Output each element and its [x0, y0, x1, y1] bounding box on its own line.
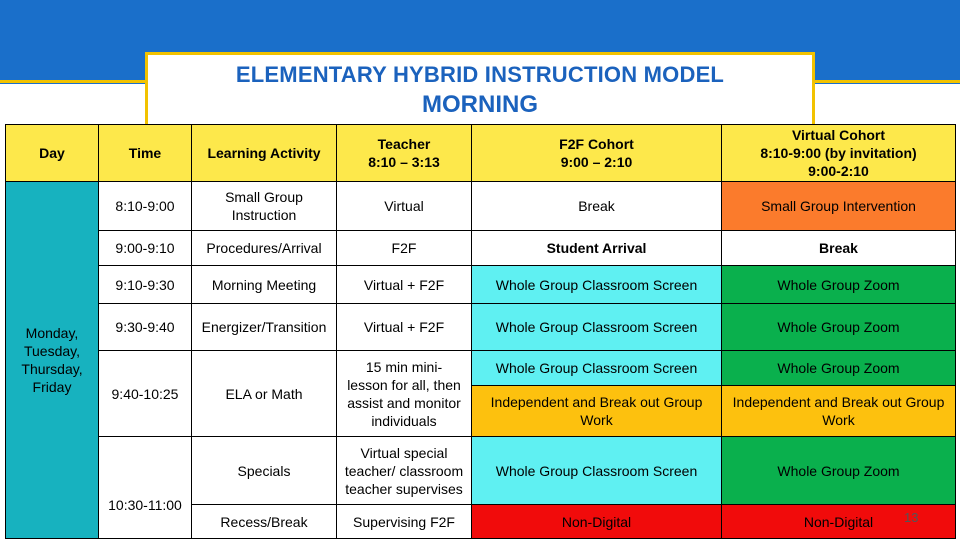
teacher-cell: Virtual + F2F [337, 266, 472, 304]
table-row [6, 437, 956, 505]
f2f-cell: Break [472, 182, 722, 231]
virtual-cell: Small Group Intervention [722, 182, 956, 231]
f2f-cell: Whole Group Classroom Screen [472, 351, 722, 386]
header-row [6, 125, 956, 182]
teacher-cell: F2F [337, 231, 472, 266]
f2f-cell: Whole Group Classroom Screen [472, 266, 722, 304]
header-f2f-title: F2F Cohort [559, 136, 634, 152]
teacher-cell: Virtual [337, 182, 472, 231]
slide-subtitle: MORNING [422, 91, 538, 118]
virtual-cell: Break [722, 231, 956, 266]
virtual-cell: Whole Group Zoom [722, 266, 956, 304]
days-cell [6, 182, 99, 539]
day-friday: Friday [32, 379, 72, 395]
header-teacher-title: Teacher [377, 136, 431, 152]
teacher-cell: Virtual + F2F [337, 304, 472, 351]
teacher-cell: 15 min mini-lesson for all, then assist and monitor individuals [337, 351, 472, 437]
f2f-cell: Whole Group Classroom Screen [472, 304, 722, 351]
header-virtual-cohort [722, 125, 956, 182]
activity-cell: Energizer/Transition [192, 304, 337, 351]
time-cell: 10:30-11:00 [99, 437, 192, 539]
f2f-cell: Whole Group Classroom Screen [472, 437, 722, 505]
activity-cell: Recess/Break [192, 505, 337, 539]
virtual-cell: Non-Digital [722, 505, 956, 539]
teacher-cell: Virtual special teacher/ classroom teacher supervises [337, 437, 472, 505]
slide-title: ELEMENTARY HYBRID INSTRUCTION MODEL [235, 62, 725, 87]
header-virtual-hours-1: 8:10-9:00 (by invitation) [760, 145, 917, 161]
header-f2f-cohort [472, 125, 722, 182]
header-f2f-hours: 9:00 – 2:10 [560, 154, 633, 170]
activity-cell: Morning Meeting [192, 266, 337, 304]
time-cell: 9:00-9:10 [99, 231, 192, 266]
table-row [6, 182, 956, 231]
header-virtual-title: Virtual Cohort [791, 127, 886, 143]
virtual-cell: Whole Group Zoom [722, 437, 956, 505]
header-teacher [337, 125, 472, 182]
table-row [6, 231, 956, 266]
header-virtual-hours-2: 9:00-2:10 [808, 163, 869, 179]
virtual-cell: Whole Group Zoom [722, 304, 956, 351]
header-teacher-hours: 8:10 – 3:13 [368, 154, 440, 170]
teacher-cell: Supervising F2F [337, 505, 472, 539]
table-row [6, 304, 956, 351]
time-cell: 9:30-9:40 [99, 304, 192, 351]
table-row [6, 351, 956, 386]
time-cell: 8:10-9:00 [99, 182, 192, 231]
activity-cell: Specials [192, 437, 337, 505]
time-cell: 9:40-10:25 [99, 351, 192, 437]
day-thursday: Thursday, [21, 361, 83, 377]
day-monday: Monday, [25, 325, 79, 341]
page-number: 13 [904, 510, 919, 525]
f2f-cell: Student Arrival [472, 231, 722, 266]
schedule-table [5, 124, 956, 539]
activity-cell: ELA or Math [192, 351, 337, 437]
header-day: Day [6, 125, 99, 182]
header-activity: Learning Activity [192, 125, 337, 182]
virtual-cell: Whole Group Zoom [722, 351, 956, 386]
day-tuesday: Tuesday, [23, 343, 81, 359]
time-cell: 9:10-9:30 [99, 266, 192, 304]
header-time: Time [99, 125, 192, 182]
f2f-cell: Independent and Break out Group Work [472, 386, 722, 437]
virtual-cell: Independent and Break out Group Work [722, 386, 956, 437]
f2f-cell: Non-Digital [472, 505, 722, 539]
activity-cell: Small Group Instruction [192, 182, 337, 231]
table-row [6, 266, 956, 304]
activity-cell: Procedures/Arrival [192, 231, 337, 266]
